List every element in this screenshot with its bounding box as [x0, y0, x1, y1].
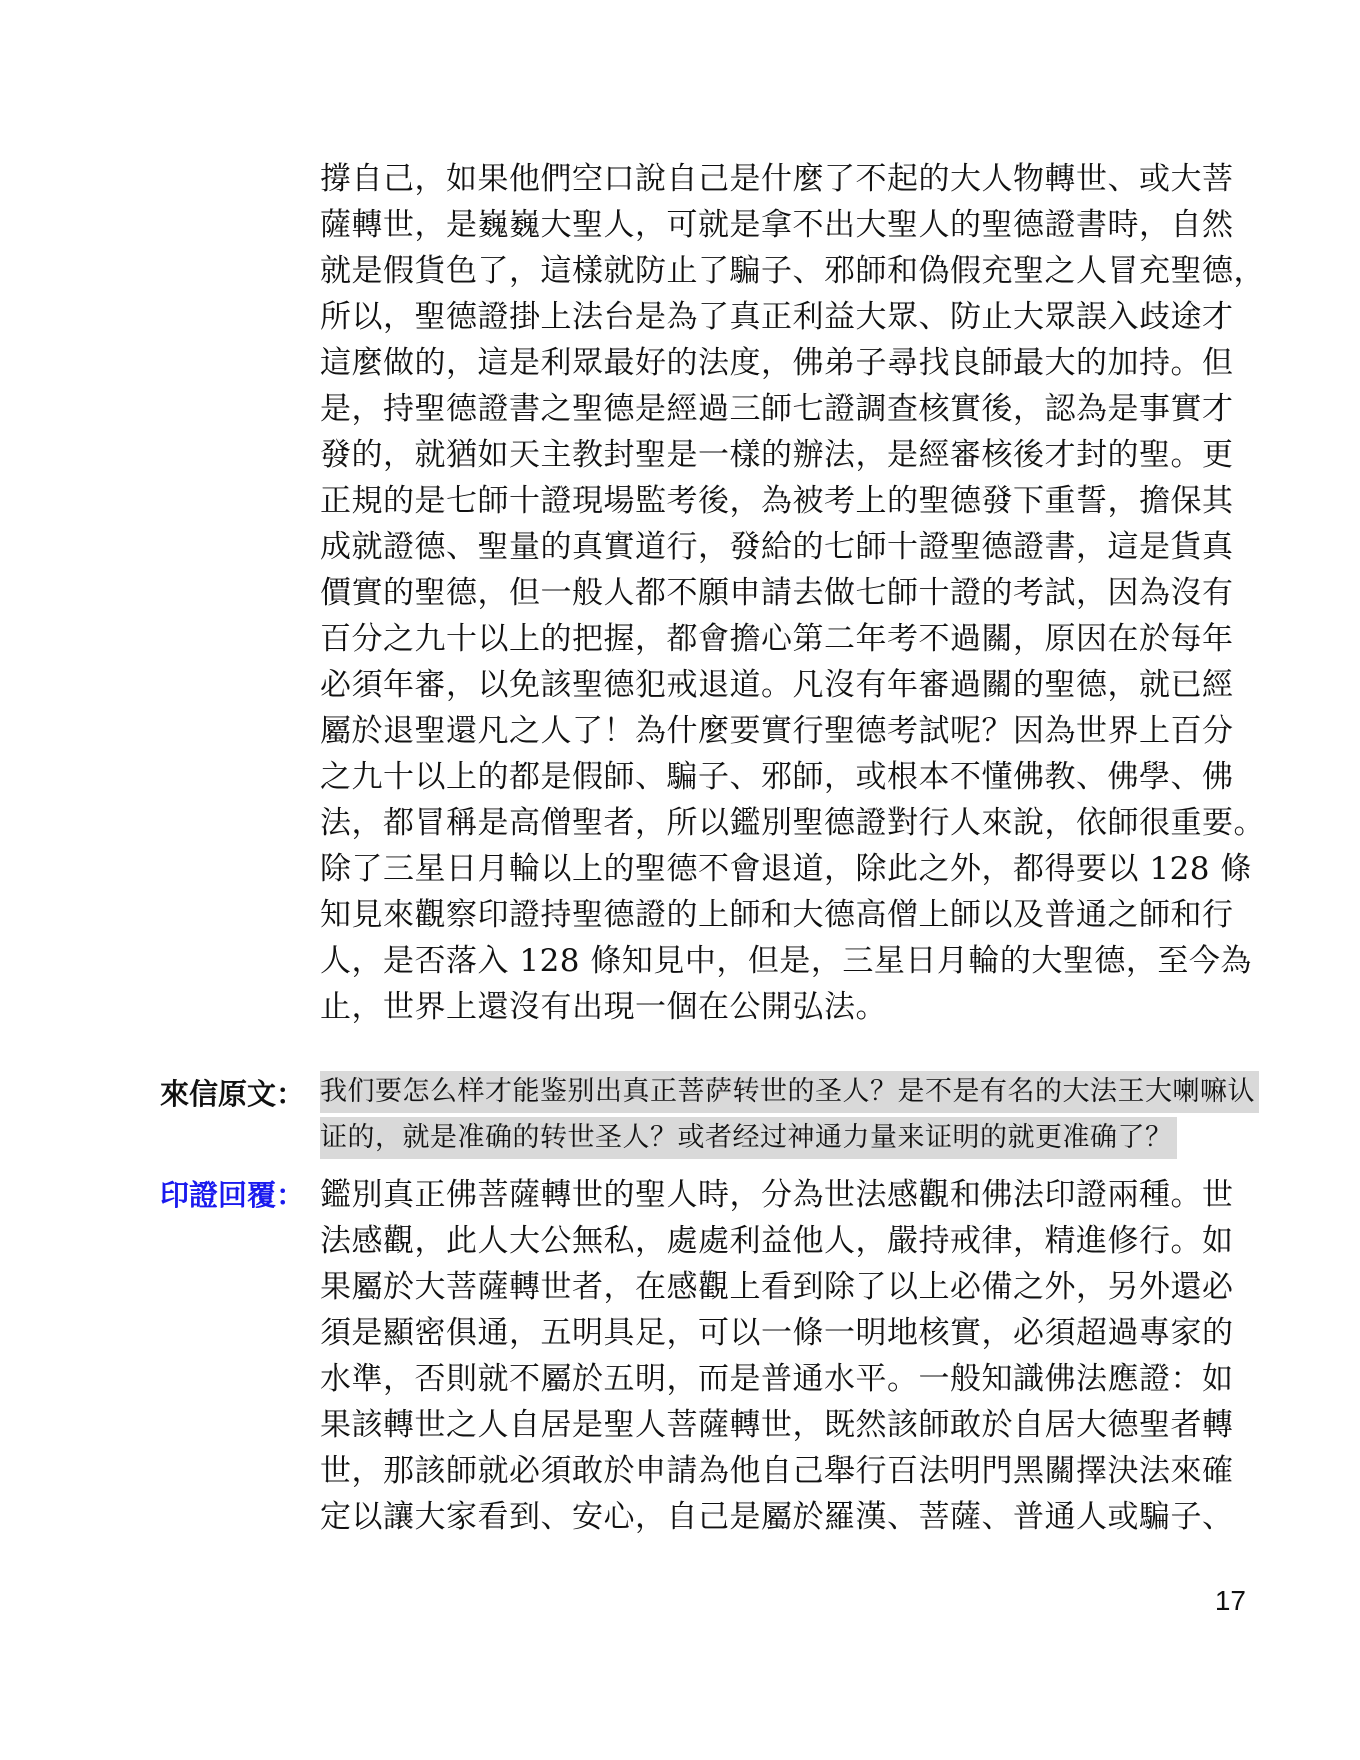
reply-line: 果屬於大菩薩轉世者，在感觀上看到除了以上必備之外，另外還必: [320, 1269, 1234, 1305]
paragraph-line: 除了三星日月輪以上的聖德不會退道，除此之外，都得要以 128 條: [320, 851, 1252, 887]
main-paragraph: [320, 156, 1265, 1030]
paragraph-line: 所以，聖德證掛上法台是為了真正利益大眾、防止大眾誤入歧途才: [320, 299, 1234, 335]
reply-line: 法感觀，此人大公無私，處處利益他人，嚴持戒律，精進修行。如: [320, 1223, 1234, 1259]
original-letter-label: 來信原文：: [160, 1077, 306, 1111]
paragraph-line: 法，都冒稱是高僧聖者，所以鑑別聖德證對行人來說，依師很重要。: [320, 805, 1265, 841]
paragraph-line: 正規的是七師十證現場監考後，為被考上的聖德發下重誓，擔保其: [320, 483, 1234, 519]
original-letter-text: [320, 1071, 1255, 1163]
paragraph-line: 是，持聖德證書之聖德是經過三師七證調查核實後，認為是事實才: [320, 391, 1234, 427]
page-number: 17: [1214, 1585, 1246, 1616]
paragraph-line: 知見來觀察印證持聖德證的上師和大德高僧上師以及普通之師和行: [320, 897, 1234, 933]
letter-line: 证的，就是准确的转世圣人？或者经过神通力量来证明的就更准确了？: [320, 1117, 1177, 1159]
paragraph-line: 止，世界上還沒有出現一個在公開弘法。: [320, 989, 887, 1025]
letter-line: 我们要怎么样才能鉴别出真正菩萨转世的圣人？是不是有名的大法王大喇嘛认: [320, 1071, 1259, 1113]
paragraph-line: 價實的聖德，但一般人都不願申請去做七師十證的考試，因為沒有: [320, 575, 1234, 611]
paragraph-line: 發的，就猶如天主教封聖是一樣的辦法，是經審核後才封的聖。更: [320, 437, 1234, 473]
paragraph-line: 撐自己，如果他們空口說自己是什麼了不起的大人物轉世、或大菩: [320, 161, 1234, 197]
paragraph-line: 百分之九十以上的把握，都會擔心第二年考不過關，原因在於每年: [320, 621, 1234, 657]
reply-line: 世，那該師就必須敢於申請為他自己舉行百法明門黑關擇決法來確: [320, 1453, 1234, 1489]
reply-line: 果該轉世之人自居是聖人菩薩轉世，既然該師敢於自居大德聖者轉: [320, 1407, 1234, 1443]
paragraph-line: 成就證德、聖量的真實道行，發給的七師十證聖德證書，這是貨真: [320, 529, 1234, 565]
paragraph-line: 這麼做的，這是利眾最好的法度，佛弟子尋找良師最大的加持。但: [320, 345, 1234, 381]
paragraph-line: 人，是否落入 128 條知見中，但是，三星日月輪的大聖德，至今為: [320, 943, 1252, 979]
paragraph-line: 屬於退聖還凡之人了！為什麼要實行聖德考試呢？因為世界上百分: [320, 713, 1234, 749]
paragraph-line: 之九十以上的都是假師、騙子、邪師，或根本不懂佛教、佛學、佛: [320, 759, 1234, 795]
reply-text: [320, 1172, 1240, 1540]
reply-line: 定以讓大家看到、安心，自己是屬於羅漢、菩薩、普通人或騙子、: [320, 1499, 1234, 1535]
reply-line: 須是顯密俱通，五明具足，可以一條一明地核實，必須超過專家的: [320, 1315, 1234, 1351]
reply-line: 水準，否則就不屬於五明，而是普通水平。一般知識佛法應證：如: [320, 1361, 1234, 1397]
paragraph-line: 必須年審，以免該聖德犯戒退道。凡沒有年審過關的聖德，就已經: [320, 667, 1234, 703]
reply-label: 印證回覆：: [160, 1178, 306, 1212]
paragraph-line: 就是假貨色了，這樣就防止了騙子、邪師和偽假充聖之人冒充聖德，: [320, 253, 1265, 289]
reply-line: 鑑別真正佛菩薩轉世的聖人時，分為世法感觀和佛法印證兩種。世: [320, 1177, 1234, 1213]
paragraph-line: 薩轉世，是巍巍大聖人，可就是拿不出大聖人的聖德證書時，自然: [320, 207, 1234, 243]
